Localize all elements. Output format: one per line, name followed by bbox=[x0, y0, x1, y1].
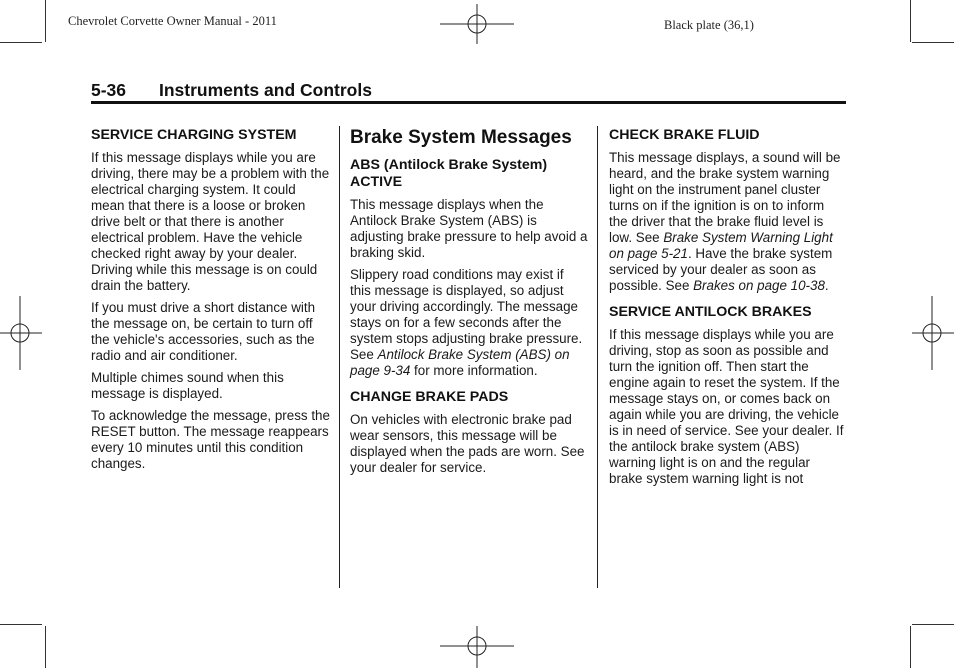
column-divider bbox=[597, 126, 598, 588]
heading-abs-active: ABS (Antilock Brake System) ACTIVE bbox=[350, 157, 548, 190]
paragraph: This message displays, a sound will be heard, and the brake system warning light on the instrument panel cluster turns on if the ignition is on to inform the driver that the brake fluid level is low. See Brake System Warning Light on page 5-21. Have the brake system serviced by your dealer as soon as possible. See Brakes on page 10-38. bbox=[609, 150, 841, 293]
paragraph: To acknowledge the message, press the RESET button. The message reappears every 10 minutes until this condition changes. bbox=[91, 408, 330, 471]
page-number: 5-36 bbox=[91, 80, 127, 100]
registration-mark-icon bbox=[0, 296, 42, 370]
paragraph: This message displays when the Antilock Brake System (ABS) is adjusting brake pressure to help avoid a braking skid. bbox=[350, 197, 588, 260]
paragraph: On vehicles with electronic brake pad wear sensors, this message will be displayed when the pads are worn. See your dealer for service. bbox=[350, 412, 585, 475]
column-divider bbox=[339, 126, 340, 588]
crop-mark bbox=[0, 42, 42, 43]
document-title: Chevrolet Corvette Owner Manual - 2011 bbox=[68, 14, 277, 28]
column-3 bbox=[609, 127, 845, 487]
heading-service-antilock-brakes: SERVICE ANTILOCK BRAKES bbox=[609, 304, 812, 320]
plate-label: Black plate (36,1) bbox=[664, 18, 754, 32]
brakes-page-reference-link[interactable]: Brakes on page 10-38 bbox=[693, 278, 825, 293]
crop-mark bbox=[912, 42, 954, 43]
header-rule bbox=[91, 101, 846, 104]
section-heading-brake-system-messages: Brake System Messages bbox=[350, 127, 572, 148]
crop-mark bbox=[910, 626, 911, 668]
crop-mark bbox=[910, 0, 911, 42]
column-1 bbox=[91, 127, 331, 472]
crop-mark bbox=[912, 624, 954, 625]
heading-check-brake-fluid: CHECK BRAKE FLUID bbox=[609, 127, 760, 143]
brake-warning-light-reference-link[interactable]: Brake System Warning Light on page 5-21 bbox=[609, 230, 833, 261]
paragraph: If this message displays while you are driving, stop as soon as possible and turn the ignition off. Then start the engine again to reset the system. If the message stays on, or comes back on again while you are driving, the vehicle is in need of service. See your dealer. If the antilock brake system (ABS) warning light is on and the regular brake system warning light is not bbox=[609, 327, 844, 486]
heading-service-charging-system: SERVICE CHARGING SYSTEM bbox=[91, 127, 297, 143]
paragraph: Slippery road conditions may exist if this message is displayed, so adjust your driving accordingly. The message stays on for a few seconds after the system stops adjusting brake pressure. See Antilock Brake System (ABS) on page 9-34 for more information. bbox=[350, 267, 583, 378]
paragraph: Multiple chimes sound when this message is displayed. bbox=[91, 370, 284, 401]
crop-mark bbox=[45, 626, 46, 668]
abs-page-reference-link[interactable]: Antilock Brake System (ABS) on page 9-34 bbox=[350, 347, 570, 378]
crop-mark bbox=[0, 624, 42, 625]
registration-mark-icon bbox=[440, 626, 514, 668]
heading-change-brake-pads: CHANGE BRAKE PADS bbox=[350, 389, 509, 405]
crop-mark bbox=[45, 0, 46, 42]
registration-mark-icon bbox=[440, 4, 514, 44]
section-title: Instruments and Controls bbox=[159, 80, 372, 100]
paragraph: If you must drive a short distance with the message on, be certain to turn off the vehicle's accessories, such as the radio and air conditioner. bbox=[91, 300, 316, 363]
column-2 bbox=[350, 127, 588, 476]
page-heading bbox=[91, 80, 372, 101]
registration-mark-icon bbox=[912, 296, 954, 370]
paragraph: If this message displays while you are driving, there may be a problem with the electrical charging system. It could mean that there is a loose or broken drive belt or that there is another electrical problem. Have the vehicle checked right away by your dealer. Driving while this message is on could drain the battery. bbox=[91, 150, 330, 293]
